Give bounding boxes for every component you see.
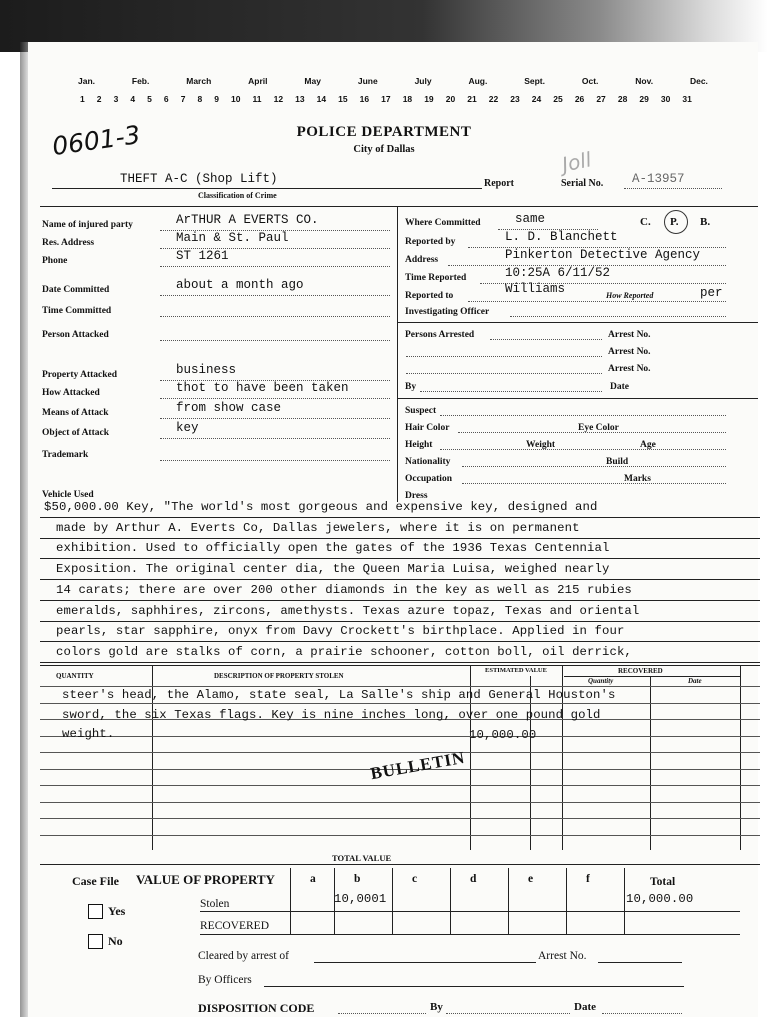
dress-label: Dress: [405, 491, 428, 501]
reported-to-label: Reported to: [405, 291, 454, 301]
value-col-label: f: [586, 873, 590, 885]
reported-by-value: L. D. Blanchett: [505, 230, 618, 244]
value-col-divider: [290, 868, 291, 934]
field-label: Vehicle Used: [42, 490, 94, 500]
arrest-no-label-1: Arrest No.: [608, 330, 651, 340]
arrested-line-2: [406, 356, 602, 357]
hair-color-label: Hair Color: [405, 423, 450, 433]
arrest-no-label-2: Arrest No.: [608, 347, 651, 357]
officers-label: By Officers: [198, 974, 252, 986]
yes-checkbox[interactable]: [88, 904, 103, 919]
occupation-label: Occupation: [405, 474, 452, 484]
narrative-rule: [40, 600, 760, 601]
case-file-label: Case File: [72, 874, 119, 888]
age-label: Age: [640, 440, 656, 450]
serial-label: Serial No.: [561, 178, 604, 189]
col-rec-date: Date: [688, 677, 702, 685]
column-divider: [397, 206, 398, 502]
recovered-sub-line: [564, 676, 740, 677]
day-label: 8: [197, 94, 203, 104]
build-label: Build: [606, 457, 629, 467]
arrest-no-label-3: Arrest No.: [608, 364, 651, 374]
footer-date-line: [602, 1013, 682, 1014]
value-col-label: e: [528, 873, 534, 885]
day-label: 15: [338, 94, 348, 104]
month-label: Sept.: [524, 76, 545, 86]
field-line: [160, 266, 390, 267]
day-label: 21: [467, 94, 477, 104]
address-value: Pinkerton Detective Agency: [505, 248, 701, 262]
value-col-divider: [392, 868, 393, 934]
disposition-line: [338, 1013, 426, 1014]
field-value: about a month ago: [176, 278, 304, 292]
value-col-divider: [508, 868, 509, 934]
right-divider-2: [397, 398, 758, 399]
col-rec-quantity: Quantity: [588, 677, 614, 685]
day-label: 6: [163, 94, 169, 104]
table-rule: [40, 818, 760, 819]
value-col-divider: [450, 868, 451, 934]
narrative-rule: [40, 558, 760, 559]
field-value: Main & St. Paul: [176, 231, 289, 245]
field-label: Time Committed: [42, 306, 112, 316]
occupation-line: [462, 483, 726, 484]
height-label: Height: [405, 440, 433, 450]
month-label: Nov.: [635, 76, 654, 86]
field-line: [160, 295, 390, 296]
footer-date-label: Date: [574, 1001, 596, 1013]
month-label: Aug.: [468, 76, 488, 86]
serial-line: [624, 188, 722, 189]
yes-label: Yes: [108, 904, 126, 918]
day-label: 26: [574, 94, 585, 104]
field-label: Means of Attack: [42, 408, 109, 418]
field-line: [160, 418, 390, 419]
month-row: [78, 76, 708, 90]
value-of-property-label: VALUE OF PROPERTY: [136, 872, 275, 887]
month-label: June: [357, 76, 378, 86]
stolen-b-value: 10,0001: [334, 892, 387, 906]
narrative-rule: [40, 538, 760, 539]
day-label: 3: [113, 94, 119, 104]
narrative-rule: [40, 517, 760, 518]
col-description: DESCRIPTION OF PROPERTY STOLEN: [214, 672, 344, 680]
month-label: April: [248, 76, 268, 86]
day-label: 14: [316, 94, 327, 104]
classification-value: THEFT A-C (Shop Lift): [120, 172, 278, 186]
reported-to-value: Williams: [505, 282, 566, 296]
table-top-line: [40, 665, 760, 666]
field-value: ST 1261: [176, 249, 229, 263]
time-reported-value: 10:25A 6/11/52: [505, 266, 611, 280]
footer-by-line: [446, 1013, 570, 1014]
day-label: 27: [596, 94, 606, 104]
arrest-by-label: By: [405, 382, 417, 392]
day-label: 11: [252, 94, 262, 104]
file-number: 0601-3: [50, 119, 143, 162]
field-value: key: [176, 421, 199, 435]
field-label: Object of Attack: [42, 428, 110, 438]
day-label: 23: [510, 94, 520, 104]
eye-color-label: Eye Color: [578, 423, 619, 433]
table-rule: [40, 686, 760, 687]
day-label: 17: [381, 94, 391, 104]
reported-to-line: [468, 301, 726, 302]
cpb-p: P.: [670, 216, 679, 228]
serial-value: A-13957: [632, 172, 685, 186]
persons-arrested-line: [490, 339, 602, 340]
narrative-rule: [40, 662, 760, 663]
field-line: [160, 460, 390, 461]
narrative-rule: [40, 621, 760, 622]
table-rule: [40, 703, 760, 704]
stolen-label: Stolen: [200, 898, 230, 910]
table-bottom-line: [40, 864, 760, 865]
field-line: [160, 398, 390, 399]
day-label: 13: [295, 94, 305, 104]
day-label: 28: [617, 94, 628, 104]
arrest-date-label: Date: [610, 382, 629, 392]
report-label: Report: [484, 178, 514, 189]
value-col-label: a: [310, 873, 316, 885]
page-subtitle: City of Dallas: [353, 144, 415, 155]
cleared-line: [314, 962, 536, 963]
footer-arrest-line: [598, 962, 682, 963]
day-label: 20: [445, 94, 456, 104]
value-col-label: b: [354, 873, 361, 885]
time-reported-label: Time Reported: [405, 273, 467, 283]
classification-line: [52, 188, 482, 189]
stolen-total-value: 10,000.00: [626, 892, 694, 906]
cpb-c: C.: [640, 216, 651, 228]
property-row-text: steer's head, the Alamo, state seal, La Salle's ship and General Houston's: [62, 688, 616, 702]
narrative-line: 14 carats; there are over 200 other diamonds in the key as well as 215 rubies: [56, 583, 632, 597]
field-value: from show case: [176, 401, 282, 415]
day-row: [80, 94, 692, 108]
recovered-label: RECOVERED: [200, 920, 269, 932]
investigating-line: [510, 316, 726, 317]
weight-label: Weight: [526, 440, 556, 450]
table-rule: [40, 752, 760, 753]
no-checkbox[interactable]: [88, 934, 103, 949]
right-divider-1: [397, 322, 758, 323]
month-label: March: [186, 76, 212, 86]
field-line: [160, 340, 390, 341]
address-label: Address: [405, 255, 439, 265]
marks-label: Marks: [624, 474, 651, 484]
cpb-b: B.: [700, 216, 711, 228]
estimated-value: 10,000.00: [469, 728, 537, 742]
suspect-label: Suspect: [405, 406, 437, 416]
day-label: 22: [488, 94, 499, 104]
value-col-label: c: [412, 873, 418, 885]
day-label: 18: [402, 94, 413, 104]
field-label: Date Committed: [42, 285, 110, 295]
day-label: 29: [639, 94, 649, 104]
field-label: Trademark: [42, 450, 89, 460]
field-label: Person Attacked: [42, 330, 109, 340]
field-value: ArTHUR A EVERTS CO.: [176, 213, 319, 227]
faint-initials: Joll: [559, 147, 594, 177]
month-label: July: [414, 76, 432, 86]
field-line: [160, 438, 390, 439]
field-label: Phone: [42, 256, 68, 266]
day-label: 4: [130, 94, 136, 104]
narrative-line: $50,000.00 Key, "The world's most gorgeous and expensive key, designed and: [44, 500, 598, 514]
field-label: Name of injured party: [42, 220, 133, 230]
table-vline-6: [740, 665, 741, 850]
day-label: 12: [273, 94, 284, 104]
day-label: 9: [214, 94, 219, 104]
day-label: 30: [660, 94, 671, 104]
circled-p-mark: [664, 210, 688, 234]
arrested-line-3: [406, 373, 602, 374]
nationality-label: Nationality: [405, 457, 451, 467]
narrative-rule: [40, 579, 760, 580]
month-label: Feb.: [131, 76, 150, 86]
disposition-code-label: DISPOSITION CODE: [198, 1001, 315, 1015]
narrative-line: made by Arthur A. Everts Co, Dallas jewelers, where it is on permanent: [56, 521, 580, 535]
month-label: Dec.: [689, 76, 708, 86]
reported-by-label: Reported by: [405, 237, 456, 247]
narrative-line: pearls, star sapphire, onyx from Davy Crockett's birthplace. Applied in four: [56, 624, 625, 638]
page-title: POLICE DEPARTMENT: [296, 124, 472, 140]
day-label: 5: [147, 94, 152, 104]
field-line: [160, 316, 390, 317]
day-label: 31: [682, 94, 692, 104]
narrative-line: exhibition. Used to officially open the gates of the 1936 Texas Centennial: [56, 541, 610, 555]
month-label: Jan.: [78, 76, 96, 86]
property-row-text: sword, the six Texas flags. Key is nine inches long, over one pound gold: [62, 708, 601, 722]
persons-arrested-label: Persons Arrested: [405, 330, 475, 340]
nationality-line: [462, 466, 726, 467]
day-label: 25: [553, 94, 563, 104]
table-rule: [40, 785, 760, 786]
value-col-label: d: [470, 873, 477, 885]
height-line: [440, 449, 726, 450]
cleared-label: Cleared by arrest of: [198, 950, 290, 962]
month-label: May: [304, 76, 321, 86]
day-label: 16: [359, 94, 370, 104]
narrative-line: colors gold are stalks of corn, a prairie schooner, cotton boll, oil derrick,: [56, 645, 632, 659]
value-col-divider: [566, 868, 567, 934]
narrative-rule: [40, 641, 760, 642]
table-rule: [40, 736, 760, 737]
month-label: Oct.: [581, 76, 599, 86]
value-col-divider: [624, 868, 625, 934]
day-label: 24: [531, 94, 542, 104]
day-label: 19: [424, 94, 434, 104]
field-value: thot to have been taken: [176, 381, 349, 395]
stolen-row-line: [200, 911, 740, 912]
day-label: 10: [231, 94, 241, 104]
footer-by-label: By: [430, 1001, 443, 1013]
field-label: Res. Address: [42, 238, 95, 248]
officers-line: [264, 986, 684, 987]
investigating-officer-label: Investigating Officer: [405, 307, 490, 317]
field-label: How Attacked: [42, 388, 100, 398]
footer-arrest-no-label: Arrest No.: [538, 950, 587, 962]
recovered-row-line: [200, 934, 740, 935]
total-value-label: TOTAL VALUE: [332, 853, 392, 863]
col-quantity: QUANTITY: [56, 672, 94, 680]
table-rule: [40, 802, 760, 803]
narrative-line: emeralds, saphhires, zircons, amethysts. Texas azure topaz, Texas and oriental: [56, 604, 640, 618]
how-reported-label: How Reported: [606, 291, 654, 300]
where-committed-value: same: [515, 212, 546, 226]
classification-label: Classification of Crime: [198, 191, 277, 200]
day-label: 1: [80, 94, 85, 104]
col-estimated-value: ESTIMATED VALUE: [485, 667, 547, 674]
suspect-line: [440, 415, 726, 416]
table-rule: [40, 835, 760, 836]
property-row-text: weight.: [62, 727, 115, 741]
field-value: business: [176, 363, 237, 377]
where-committed-label: Where Committed: [405, 218, 481, 228]
how-reported-value: per: [700, 286, 723, 300]
day-label: 7: [180, 94, 186, 104]
total-label: Total: [650, 876, 676, 888]
header-divider: [40, 206, 758, 207]
col-recovered: RECOVERED: [618, 667, 663, 675]
hair-line: [458, 432, 726, 433]
field-label: Property Attacked: [42, 370, 118, 380]
arrest-by-line: [420, 391, 602, 392]
bulletin-stamp: BULLETIN: [368, 747, 467, 784]
narrative-line: Exposition. The original center dia, the Queen Maria Luisa, weighed nearly: [56, 562, 610, 576]
no-label: No: [108, 934, 123, 948]
day-label: 2: [96, 94, 102, 104]
